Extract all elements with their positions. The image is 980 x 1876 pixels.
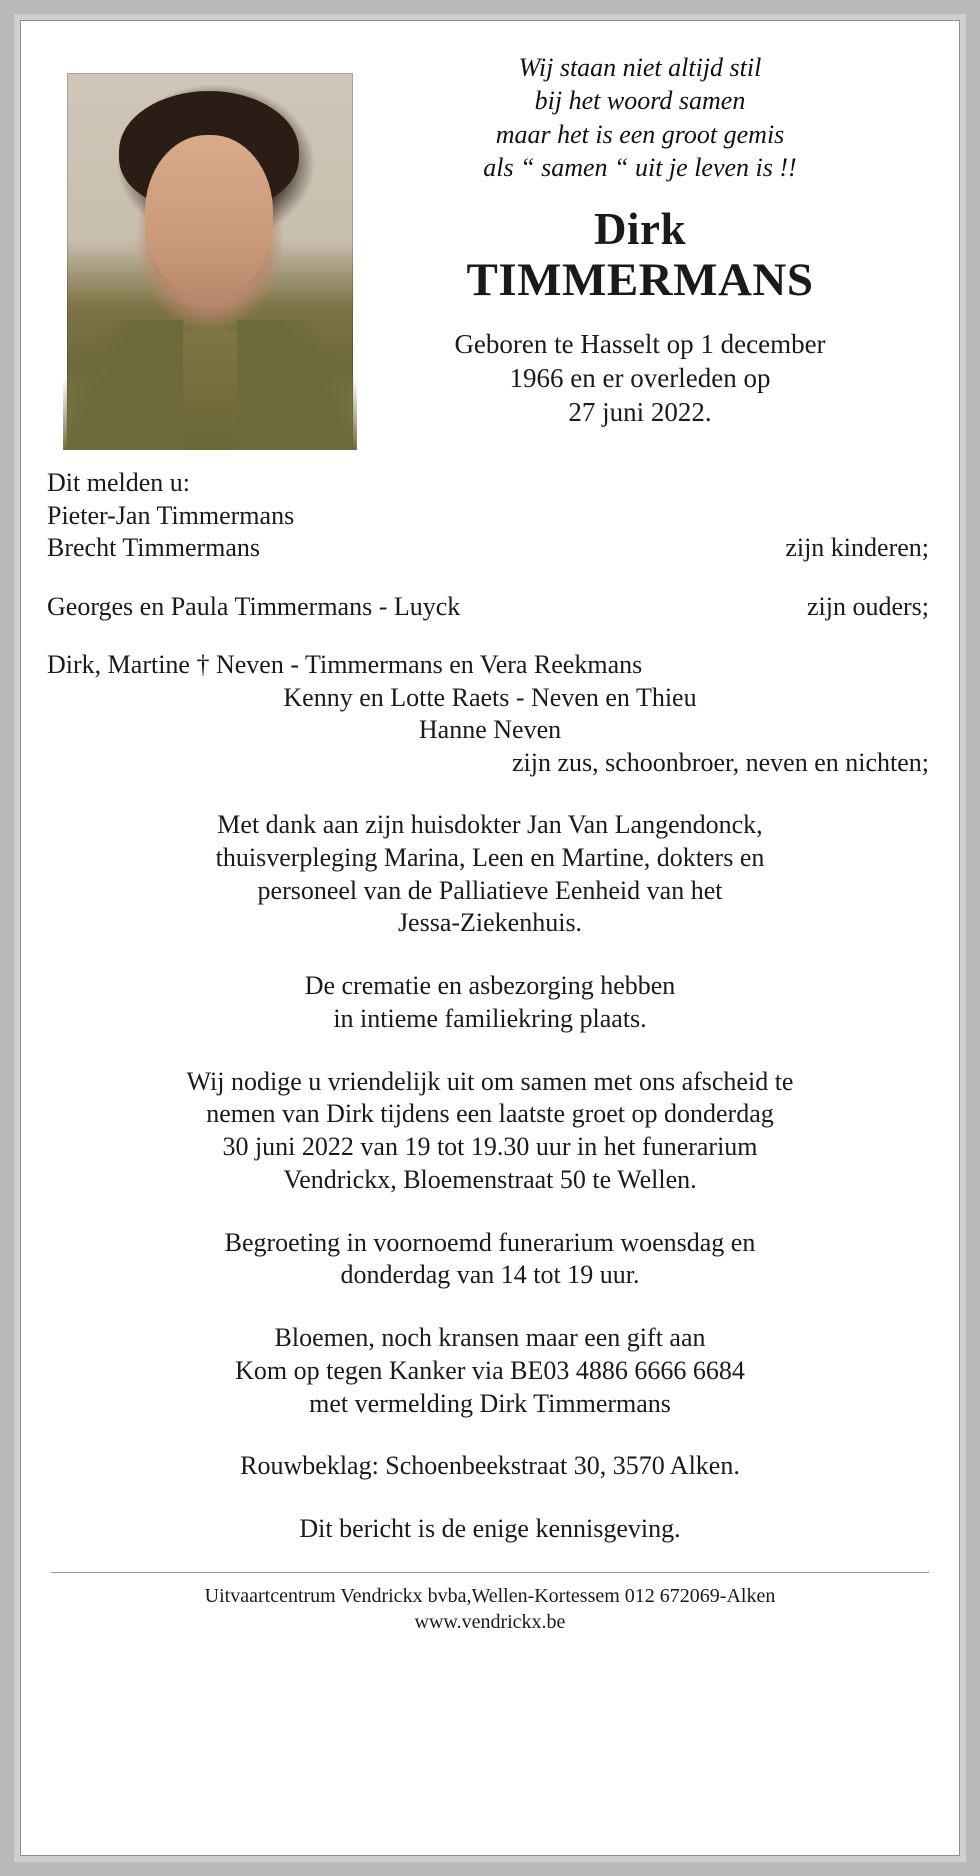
- parents-relation: zijn ouders;: [806, 591, 929, 621]
- siblings-line-1: Dirk, Martine † Neven - Timmermans en Vera Reekmans: [47, 650, 643, 679]
- memorial-card: [20, 20, 960, 1856]
- siblings-line-3: Hanne Neven: [418, 715, 562, 744]
- donation-line-3: met vermelding Dirk Timmermans: [309, 1388, 671, 1418]
- poem-line-4: als “ samen “ uit je leven is !!: [483, 152, 797, 182]
- thanks-line-4: Jessa-Ziekenhuis.: [397, 908, 583, 938]
- invitation-paragraph: [47, 1066, 933, 1197]
- footer-line-1: Uitvaartcentrum Vendrickx bvba,Wellen-Kortessem 012 672069-Alken: [204, 1584, 776, 1607]
- portrait-face: [145, 135, 273, 295]
- siblings-block: [47, 649, 933, 779]
- greeting-paragraph: [47, 1227, 933, 1293]
- portrait-shoulder-left: [63, 320, 183, 450]
- announcement-line-2: Pieter-Jan Timmermans: [47, 500, 295, 530]
- announcement-intro: [47, 467, 933, 532]
- thanks-line-1: Met dank aan zijn huisdokter Jan Van Langendonck,: [217, 810, 763, 839]
- funeral-home-footer: [47, 1583, 933, 1635]
- spacer: [47, 623, 933, 649]
- first-name: Dirk: [594, 204, 686, 255]
- last-name: TIMMERMANS: [466, 254, 814, 307]
- thanks-line-2: thuisverpleging Marina, Leen en Martine, dokters en: [215, 842, 765, 872]
- condolence-address: Rouwbeklag: Schoenbeekstraat 30, 3570 Alken.: [240, 1451, 740, 1481]
- notice-paragraph: [47, 1513, 933, 1546]
- greeting-line-2: donderdag van 14 tot 19 uur.: [340, 1260, 640, 1290]
- cremation-line-2: in intieme familiekring plaats.: [333, 1003, 647, 1033]
- siblings-relation: zijn zus, schoonbroer, neven en nichten;: [512, 747, 929, 777]
- siblings-line-2: Kenny en Lotte Raets - Neven en Thieu: [283, 682, 697, 712]
- dates-line-2: 1966 en er overleden op: [509, 363, 771, 394]
- thanks-paragraph: [47, 809, 933, 940]
- memorial-card-frame-inner: [14, 14, 966, 1862]
- invitation-line-1: Wij nodige u vriendelijk uit om samen met ons afscheid te: [186, 1066, 794, 1096]
- poem-line-1: Wij staan niet altijd stil: [518, 53, 762, 82]
- thanks-line-3: personeel van de Palliatieve Eenheid van het: [257, 875, 723, 905]
- spacer: [47, 565, 933, 591]
- notice-text: Dit bericht is de enige kennisgeving.: [299, 1514, 681, 1543]
- dates-line-1: Geboren te Hasselt op 1 december: [454, 329, 826, 359]
- poem-line-3: maar het is een groot gemis: [495, 119, 785, 149]
- parents-row: [47, 591, 933, 624]
- announcement-line-1: Dit melden u:: [47, 468, 190, 497]
- donation-iban-line: Kom op tegen Kanker via BE03 4886 6666 6684: [235, 1355, 745, 1385]
- cremation-line-1: De crematie en asbezorging hebben: [304, 971, 676, 1000]
- cremation-paragraph: [47, 970, 933, 1036]
- invitation-line-3: 30 juni 2022 van 19 tot 19.30 uur in het funerarium: [222, 1132, 758, 1161]
- greeting-line-1: Begroeting in voornoemd funerarium woensdag en: [224, 1227, 756, 1257]
- card-body: [47, 467, 933, 1546]
- portrait-photo: [67, 73, 353, 450]
- condolence-paragraph: [47, 1450, 933, 1483]
- donation-paragraph: [47, 1322, 933, 1420]
- poem-line-2: bij het woord samen: [534, 86, 746, 116]
- invitation-line-4: Vendrickx, Bloemenstraat 50 te Wellen.: [283, 1164, 697, 1194]
- children-relation: zijn kinderen;: [785, 533, 929, 562]
- children-names: Brecht Timmermans: [47, 533, 261, 562]
- footer-divider: [51, 1572, 929, 1573]
- portrait-shoulder-right: [237, 320, 357, 450]
- invitation-line-2: nemen van Dirk tijdens een laatste groet op donderdag: [206, 1099, 774, 1129]
- footer-website: www.vendrickx.be: [414, 1610, 566, 1633]
- card-header: [47, 43, 933, 433]
- children-row: [47, 532, 933, 565]
- donation-line-1: Bloemen, noch kransen maar een gift aan: [274, 1323, 706, 1352]
- parents-names: Georges en Paula Timmermans - Luyck: [47, 591, 461, 621]
- dates-line-3: 27 juni 2022.: [568, 397, 712, 428]
